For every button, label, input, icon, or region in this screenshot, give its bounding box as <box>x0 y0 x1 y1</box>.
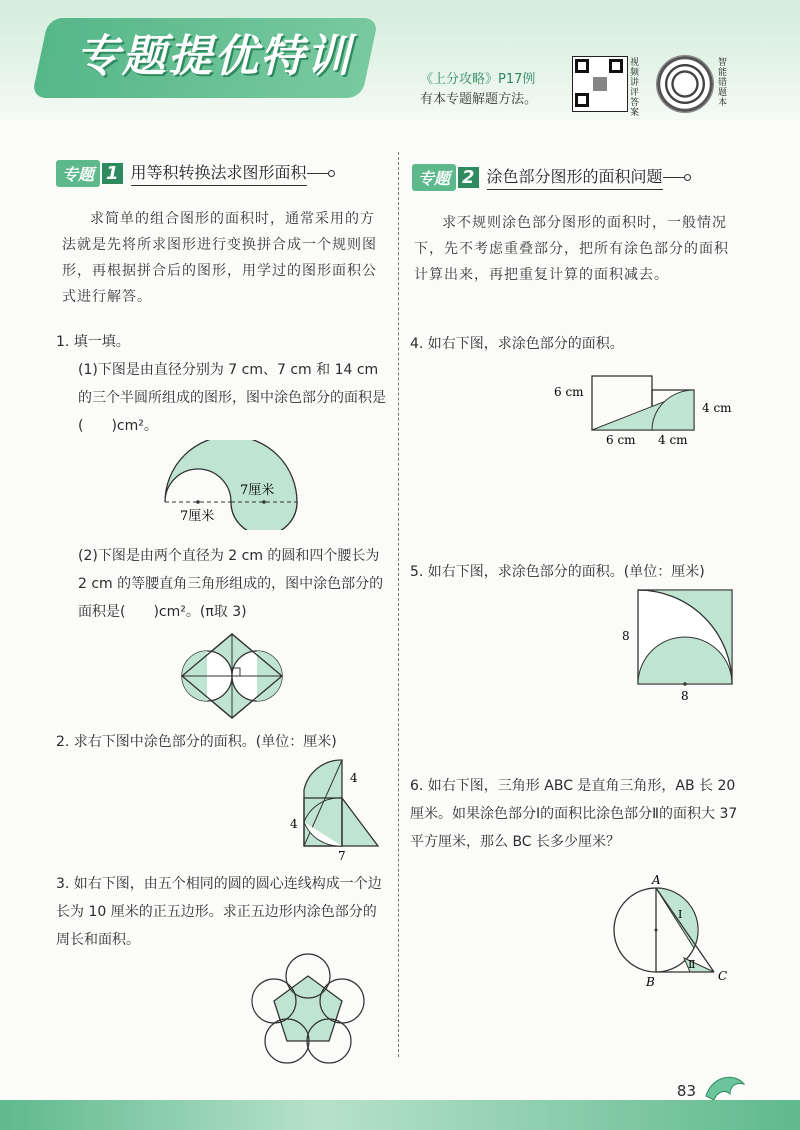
q4-stem: 4. 如右下图，求涂色部分的面积。 <box>410 336 624 352</box>
q2-label-top: 4 <box>350 771 358 785</box>
q5-stem: 5. 如右下图，求涂色部分的面积。(单位：厘米) <box>410 564 705 580</box>
q6-label-I: Ⅰ <box>678 908 683 921</box>
q1-part2: (2)下图是由两个直径为 2 cm 的圆和四个腰长为 2 cm 的等腰直角三角形组成的，图中涂色部分的面积是( )cm²。(π取 3) <box>78 548 384 620</box>
section1-intro: 求简单的组合图形的面积时，通常采用的方法就是先将所求图形进行变换拼合成一个规则图形，再根据拼合后的图形，用学过的图形面积公式进行解答。 <box>62 211 377 305</box>
q3-stem: 3. 如右下图，由五个相同的圆的圆心连线构成一个边长为 10 厘米的正五边形。求正五边形内涂色部分的周长和面积。 <box>56 876 382 948</box>
q4-label-right: 4 cm <box>702 401 732 415</box>
column-divider <box>398 152 399 1057</box>
page-number: 83 <box>676 1082 696 1100</box>
q5-label-side: 8 <box>622 629 630 643</box>
qr-label-video: 视频讲评答案 <box>630 58 640 118</box>
q4-label-bottom1: 6 cm <box>606 433 636 447</box>
figure-five-circles <box>248 952 368 1076</box>
hint-text <box>420 70 537 110</box>
q6-stem: 6. 如右下图，三角形 ABC 是直角三角形，AB 长 20 厘米。如果涂色部分Ⅰ的面积比涂色部分Ⅱ的面积大 37 平方厘米，那么 BC 长多少厘米？ <box>410 778 738 850</box>
figure-q5 <box>618 586 736 704</box>
section2-line-end <box>663 177 685 178</box>
q5-label-bottom: 8 <box>681 689 689 703</box>
q2-stem: 2. 求右下图中涂色部分的面积。(单位：厘米) <box>56 734 337 750</box>
fig1-label-right: 7厘米 <box>240 483 275 498</box>
q6-label-B: B <box>646 975 655 989</box>
fig1-label-left: 7厘米 <box>180 509 215 524</box>
q2-label-left: 4 <box>290 817 298 831</box>
figure-q6 <box>606 872 734 992</box>
hint-line2: 有本专题解题方法。 <box>420 92 538 107</box>
qr-code-mistakes[interactable] <box>656 55 714 113</box>
section2-tag: 专题 <box>412 164 456 191</box>
q4-label-left: 6 cm <box>554 385 584 399</box>
section2-num: 2 <box>458 167 479 188</box>
figure-circles-triangles <box>178 632 286 722</box>
qr-code-video[interactable] <box>572 56 628 112</box>
q2-label-bottom: 7 <box>338 849 346 862</box>
q6-label-C: C <box>718 969 728 983</box>
section1-tag: 专题 <box>56 160 100 187</box>
section1-header <box>56 160 329 186</box>
q6-label-A: A <box>652 873 661 887</box>
section1-title: 用等积转换法求图形面积 <box>131 160 307 186</box>
section2-title: 涂色部分图形的面积问题 <box>487 164 663 190</box>
qr-label-mistakes: 智能错题本 <box>718 58 728 108</box>
section2-intro: 求不规则涂色部分图形的面积时，一般情况下，先不考虑重叠部分，把所有涂色部分的面积计算出来，再把重复计算的面积减去。 <box>414 215 729 283</box>
footer-band <box>0 1100 800 1130</box>
hint-ref: 《上分攻略》P17例 <box>420 72 536 87</box>
section1-line-end <box>307 173 329 174</box>
q1-stem: 1. 填一填。 <box>56 334 130 350</box>
figure-q4 <box>552 372 772 452</box>
q4-label-bottom2: 4 cm <box>658 433 688 447</box>
figure-q2 <box>290 758 390 862</box>
page-title: 专题提优特训 <box>76 31 352 82</box>
section1-num: 1 <box>102 163 123 184</box>
q6-label-II: Ⅱ <box>688 958 696 971</box>
q1-part1: (1)下图是由直径分别为 7 cm、7 cm 和 14 cm 的三个半圆所组成的图形，图中涂色部分的面积是( )cm²。 <box>78 362 386 434</box>
figure-semicircles <box>160 440 310 530</box>
section2-header <box>412 164 685 190</box>
